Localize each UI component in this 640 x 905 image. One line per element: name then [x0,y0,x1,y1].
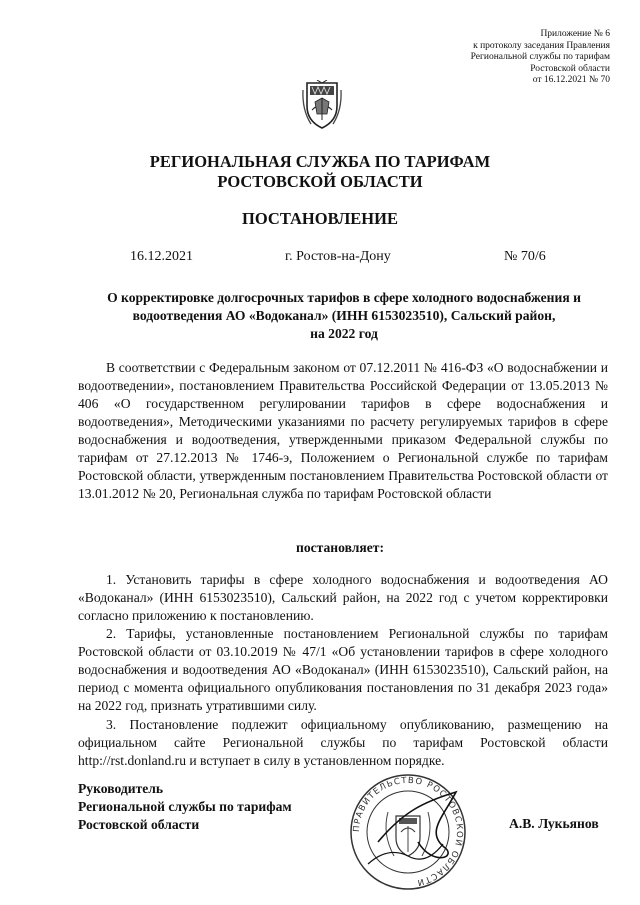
official-seal-stamp-icon [348,772,468,892]
appendix-line: Приложение № 6 [540,29,610,39]
resolves-heading: постановляет: [296,540,384,555]
document-title [76,289,612,343]
seal-text: ПРАВИТЕЛЬСТВО РОСТОВСКОЙ ОБЛАСТИ [351,775,465,888]
signatory-line: Региональной службы по тарифам [78,799,292,814]
appendix-line: к протоколу заседания Правления [473,40,610,51]
signatory-name: А.В. Лукьянов [509,816,599,831]
signatory-position [78,780,292,834]
authority-line: РЕГИОНАЛЬНАЯ СЛУЖБА ПО ТАРИФАМ [149,152,491,171]
document-number: № 70/6 [504,249,546,264]
document-date: 16.12.2021 [130,249,193,264]
appendix-note [370,29,610,87]
title-line: на 2022 год [310,326,378,341]
issuing-authority [0,152,640,192]
document-place: г. Ростов-на-Дону [285,249,391,264]
signatory-line: Руководитель [78,781,164,796]
appendix-line: Ростовской области [530,63,610,74]
preamble-paragraph: В соответствии с Федеральным законом от 07.12.2011 № 416-ФЗ «О водоснабжении и водоотведении», постановлением Правительства Российской Федерации от 13.05.2013 № 406 «О государственном регулировании тарифов в сфере водоснабжения и водоотведения», Методическими указаниями по расчету регулируемых тарифов в сфере водоснабжения и водоотведения, утвержденными приказом Федеральной службы по тарифам от 27.12.2013 № 1746-э, Положением о Региональной службе по тарифам Ростовской области, утвержденным постановлением Правительства Ростовской области от 13.01.2012 № 20, Региональная служба по тарифам Ростовской области [78,360,608,501]
rostov-region-coat-of-arms-icon [301,80,343,130]
title-line: О корректировке долгосрочных тарифов в сфере холодного водоснабжения и [107,290,581,305]
decree-item-1: 1. Установить тарифы в сфере холодного водоснабжения и водоотведения АО «Водоканал» (ИНН 6153023510), Сальский район, на 2022 год с учетом корректировки согласно приложению к постановлению. [78,572,608,623]
decree-item-3: 3. Постановление подлежит официальному опубликованию, размещению на официальном сайте Региональной службы по тарифам Ростовской области http://rst.donland.ru и вступает в силу в установленном порядке. [78,717,608,768]
title-line: водоотведения АО «Водоканал» (ИНН 6153023510), Сальский район, [132,308,556,323]
appendix-line: Региональной службы по тарифам [470,52,610,63]
authority-line: РОСТОВСКОЙ ОБЛАСТИ [217,172,423,191]
signatory-line: Ростовской области [78,817,200,832]
document-type: ПОСТАНОВЛЕНИЕ [242,209,398,228]
decree-item-2: 2. Тарифы, установленные постановлением Региональной службы по тарифам Ростовской области от 03.10.2019 № 47/1 «Об установлении тарифов в сфере холодного водоснабжения и водоотведения АО «Водоканал» (ИНН 6153023510), Сальский район, на период с момента официального опубликования постановления по 31 декабря 2023 года» на 2022 год, признать утратившими силу. [78,626,608,713]
appendix-line: от 16.12.2021 № 70 [532,75,610,86]
